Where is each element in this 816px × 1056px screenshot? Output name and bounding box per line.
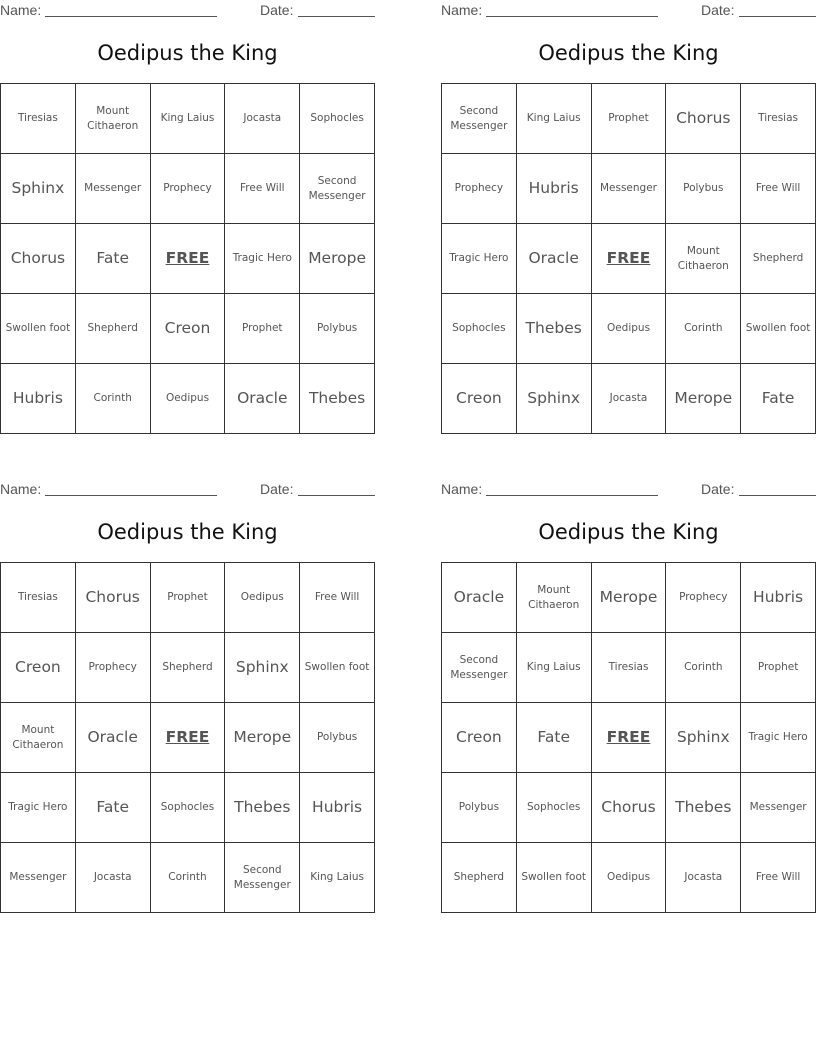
date-label: Date: bbox=[701, 2, 735, 18]
card-header bbox=[0, 481, 375, 497]
bingo-cell: Tiresias bbox=[1, 563, 76, 633]
bingo-cell: Sphinx bbox=[225, 633, 300, 703]
name-blank bbox=[45, 495, 217, 496]
bingo-card bbox=[441, 479, 816, 919]
date-blank bbox=[298, 16, 375, 17]
name-blank bbox=[486, 495, 658, 496]
bingo-card bbox=[0, 479, 375, 919]
bingo-cell: Swollen foot bbox=[741, 294, 816, 364]
bingo-cell: Tiresias bbox=[741, 84, 816, 154]
bingo-cell: Free Will bbox=[300, 563, 375, 633]
bingo-cell: King Laius bbox=[517, 633, 592, 703]
bingo-cell: Thebes bbox=[666, 773, 741, 843]
bingo-cell: Fate bbox=[517, 703, 592, 773]
bingo-cell: Sphinx bbox=[666, 703, 741, 773]
bingo-cell: Chorus bbox=[1, 224, 76, 294]
card-header bbox=[441, 2, 816, 18]
name-label: Name: bbox=[0, 481, 42, 497]
card-header bbox=[0, 2, 375, 18]
name-blank bbox=[45, 16, 217, 17]
free-space: FREE bbox=[151, 703, 226, 773]
name-label: Name: bbox=[441, 2, 483, 18]
bingo-cell: Tragic Hero bbox=[442, 224, 517, 294]
bingo-cell: Oracle bbox=[442, 563, 517, 633]
date-blank bbox=[298, 495, 375, 496]
bingo-cell: Sophocles bbox=[517, 773, 592, 843]
bingo-cell: Creon bbox=[442, 364, 517, 434]
bingo-cell: Swollen foot bbox=[517, 843, 592, 913]
bingo-cell: Hubris bbox=[517, 154, 592, 224]
bingo-grid bbox=[441, 83, 816, 434]
bingo-cell: Fate bbox=[76, 773, 151, 843]
bingo-cell: Mount Cithaeron bbox=[666, 224, 741, 294]
bingo-cell: Free Will bbox=[741, 843, 816, 913]
bingo-cell: Polybus bbox=[300, 703, 375, 773]
bingo-cell: Prophecy bbox=[151, 154, 226, 224]
bingo-cell: Swollen foot bbox=[300, 633, 375, 703]
bingo-cell: Prophet bbox=[225, 294, 300, 364]
bingo-cell: Prophet bbox=[151, 563, 226, 633]
bingo-cell: Oedipus bbox=[592, 843, 667, 913]
bingo-cell: King Laius bbox=[517, 84, 592, 154]
bingo-cell: Messenger bbox=[1, 843, 76, 913]
bingo-cell: Merope bbox=[300, 224, 375, 294]
bingo-cell: Fate bbox=[76, 224, 151, 294]
bingo-cell: Messenger bbox=[592, 154, 667, 224]
bingo-cell: Hubris bbox=[300, 773, 375, 843]
bingo-cell: Thebes bbox=[225, 773, 300, 843]
bingo-cell: Polybus bbox=[300, 294, 375, 364]
bingo-cell: Merope bbox=[225, 703, 300, 773]
bingo-cell: Prophecy bbox=[76, 633, 151, 703]
bingo-grid bbox=[441, 562, 816, 913]
bingo-cell: Mount Cithaeron bbox=[76, 84, 151, 154]
card-title: Oedipus the King bbox=[538, 41, 719, 65]
bingo-cell: Oedipus bbox=[151, 364, 226, 434]
bingo-cell: Second Messenger bbox=[300, 154, 375, 224]
bingo-cell: Shepherd bbox=[442, 843, 517, 913]
bingo-cell: Oedipus bbox=[592, 294, 667, 364]
bingo-cell: Sophocles bbox=[151, 773, 226, 843]
bingo-cell: Thebes bbox=[517, 294, 592, 364]
bingo-cell: Jocasta bbox=[76, 843, 151, 913]
bingo-cell: Prophecy bbox=[442, 154, 517, 224]
bingo-cell: Hubris bbox=[741, 563, 816, 633]
date-label: Date: bbox=[260, 481, 294, 497]
free-space: FREE bbox=[592, 224, 667, 294]
date-label: Date: bbox=[260, 2, 294, 18]
bingo-cell: Prophet bbox=[741, 633, 816, 703]
bingo-cell: King Laius bbox=[151, 84, 226, 154]
bingo-cell: Second Messenger bbox=[225, 843, 300, 913]
bingo-cell: Free Will bbox=[225, 154, 300, 224]
bingo-cell: Oracle bbox=[225, 364, 300, 434]
bingo-cell: Polybus bbox=[666, 154, 741, 224]
bingo-cell: Prophet bbox=[592, 84, 667, 154]
bingo-cell: Oracle bbox=[517, 224, 592, 294]
bingo-cell: King Laius bbox=[300, 843, 375, 913]
bingo-cell: Creon bbox=[442, 703, 517, 773]
bingo-cell: Oedipus bbox=[225, 563, 300, 633]
bingo-cell: Sophocles bbox=[442, 294, 517, 364]
bingo-cell: Chorus bbox=[666, 84, 741, 154]
bingo-cell: Tragic Hero bbox=[1, 773, 76, 843]
bingo-cell: Chorus bbox=[76, 563, 151, 633]
name-label: Name: bbox=[441, 481, 483, 497]
free-space: FREE bbox=[592, 703, 667, 773]
date-blank bbox=[739, 495, 816, 496]
bingo-cell: Messenger bbox=[76, 154, 151, 224]
bingo-cell: Shepherd bbox=[741, 224, 816, 294]
bingo-cell: Thebes bbox=[300, 364, 375, 434]
bingo-cell: Merope bbox=[592, 563, 667, 633]
bingo-cell: Tiresias bbox=[1, 84, 76, 154]
free-space: FREE bbox=[151, 224, 226, 294]
bingo-cell: Corinth bbox=[666, 294, 741, 364]
bingo-cell: Corinth bbox=[666, 633, 741, 703]
bingo-cell: Messenger bbox=[741, 773, 816, 843]
bingo-cell: Tiresias bbox=[592, 633, 667, 703]
bingo-cell: Jocasta bbox=[666, 843, 741, 913]
bingo-cell: Corinth bbox=[76, 364, 151, 434]
bingo-card bbox=[441, 0, 816, 440]
bingo-cell: Creon bbox=[1, 633, 76, 703]
bingo-cell: Jocasta bbox=[592, 364, 667, 434]
bingo-grid bbox=[0, 562, 375, 913]
bingo-cell: Shepherd bbox=[76, 294, 151, 364]
date-blank bbox=[739, 16, 816, 17]
card-header bbox=[441, 481, 816, 497]
bingo-cell: Polybus bbox=[442, 773, 517, 843]
card-title: Oedipus the King bbox=[97, 520, 278, 544]
bingo-cell: Sophocles bbox=[300, 84, 375, 154]
bingo-cell: Fate bbox=[741, 364, 816, 434]
bingo-cell: Sphinx bbox=[517, 364, 592, 434]
name-blank bbox=[486, 16, 658, 17]
bingo-cell: Hubris bbox=[1, 364, 76, 434]
bingo-cell: Swollen foot bbox=[1, 294, 76, 364]
bingo-cell: Second Messenger bbox=[442, 633, 517, 703]
bingo-cell: Mount Cithaeron bbox=[517, 563, 592, 633]
bingo-cell: Corinth bbox=[151, 843, 226, 913]
card-title: Oedipus the King bbox=[538, 520, 719, 544]
bingo-cell: Sphinx bbox=[1, 154, 76, 224]
bingo-cell: Oracle bbox=[76, 703, 151, 773]
bingo-cell: Tragic Hero bbox=[225, 224, 300, 294]
bingo-cell: Jocasta bbox=[225, 84, 300, 154]
bingo-cell: Shepherd bbox=[151, 633, 226, 703]
bingo-cell: Tragic Hero bbox=[741, 703, 816, 773]
bingo-cell: Mount Cithaeron bbox=[1, 703, 76, 773]
bingo-cell: Creon bbox=[151, 294, 226, 364]
bingo-cell: Free Will bbox=[741, 154, 816, 224]
card-title: Oedipus the King bbox=[97, 41, 278, 65]
bingo-cell: Prophecy bbox=[666, 563, 741, 633]
bingo-cell: Merope bbox=[666, 364, 741, 434]
name-label: Name: bbox=[0, 2, 42, 18]
bingo-cell: Second Messenger bbox=[442, 84, 517, 154]
bingo-grid bbox=[0, 83, 375, 434]
bingo-card bbox=[0, 0, 375, 440]
bingo-cell: Chorus bbox=[592, 773, 667, 843]
date-label: Date: bbox=[701, 481, 735, 497]
